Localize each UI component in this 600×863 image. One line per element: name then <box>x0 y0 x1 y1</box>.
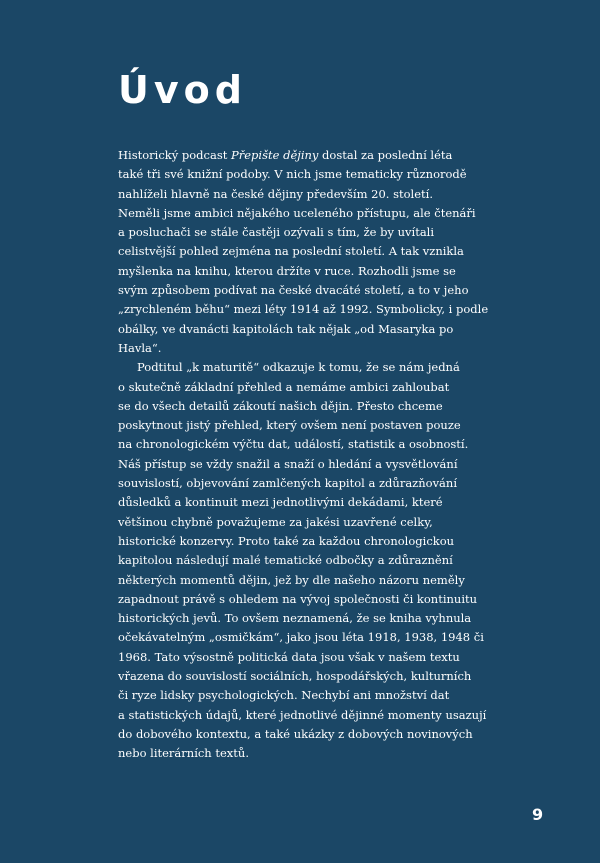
page-title: Úvod <box>118 68 247 112</box>
text-line: historických jevů. To ovšem neznamená, že se kniha vyhnula <box>118 611 472 626</box>
podcast-name: Přepište dějiny <box>231 148 319 162</box>
paragraph-intro <box>118 146 498 358</box>
text-line: o skutečně základní přehled a nemáme ambici zahloubat <box>118 379 450 394</box>
text-line: a posluchači se stále častěji ozývali s tím, že by uvítali <box>118 225 435 240</box>
text-line: a statistických údajů, které jednotlivé dějinné momenty usazují <box>118 707 487 722</box>
text-line: do dobového kontextu, a také ukázky z dobových novinových <box>118 726 473 741</box>
paragraph-subtitle <box>118 358 498 763</box>
text-line: na chronologickém výčtu dat, událostí, statistik a osobností. <box>118 437 469 452</box>
text-line <box>118 146 498 165</box>
page-number: 9 <box>532 805 544 824</box>
text-line: vřazena do souvislostí sociálních, hospodářských, kulturních <box>118 669 472 684</box>
text-line: poskytnout jistý přehled, který ovšem není postaven pouze <box>118 418 461 433</box>
text-line: nebo literárních textů. <box>118 746 249 761</box>
text-line: či ryze lidsky psychologických. Nechybí ani množství dat <box>118 688 450 703</box>
text-line: svým způsobem podívat na české dvacáté století, a to v jeho <box>118 283 469 298</box>
text-line: také tři své knižní podoby. V nich jsme tematicky různorodě <box>118 167 467 182</box>
text-line: důsledků a kontinuit mezi jednotlivými dekádami, které <box>118 495 443 510</box>
text-line: zapadnout právě s ohledem na vývoj společnosti či kontinuitu <box>118 591 478 606</box>
text-line: Náš přístup se vždy snažil a snaží o hledání a vysvětlování <box>118 456 458 471</box>
text-line: obálky, ve dvanácti kapitolách tak nějak „od Masaryka po <box>118 321 454 336</box>
text-line: historické konzervy. Proto také za každou chronologickou <box>118 533 455 548</box>
text-line: většinou chybně považujeme za jakési uzavřené celky, <box>118 514 433 529</box>
text-line: myšlenka na knihu, kterou držíte v ruce. Rozhodli jsme se <box>118 263 456 278</box>
text-line: kapitolou následují malé tematické odbočky a zdůraznění <box>118 553 453 568</box>
text-line: očekávatelným „osmičkám“, jako jsou léta 1918, 1938, 1948 či <box>118 630 484 645</box>
text-line: se do všech detailů zákoutí našich dějin. Přesto chceme <box>118 398 443 413</box>
text-line: souvislostí, objevování zamlčených kapitol a zdůrazňování <box>118 476 458 491</box>
text-line: „zrychleném běhu“ mezi léty 1914 až 1992. Symbolicky, i podle <box>118 302 489 317</box>
text-line: nahlíželi hlavně na české dějiny především 20. století. <box>118 186 433 201</box>
text-line: celistvější pohled zejména na poslední století. A tak vznikla <box>118 244 464 259</box>
text-line: Neměli jsme ambici nějakého uceleného přístupu, ale čtenáři <box>118 205 476 220</box>
text-segment: Historický podcast <box>118 148 232 162</box>
text-line: některých momentů dějin, jež by dle našeho názoru neměly <box>118 572 465 587</box>
text-line: Podtitul „k maturitě“ odkazuje k tomu, že se nám jedná <box>137 360 460 375</box>
text-line: 1968. Tato výsostně politická data jsou však v našem textu <box>118 649 460 664</box>
body-text <box>118 146 498 764</box>
text-segment: dostal za poslední léta <box>318 148 453 162</box>
text-line: Havla“. <box>118 340 162 355</box>
